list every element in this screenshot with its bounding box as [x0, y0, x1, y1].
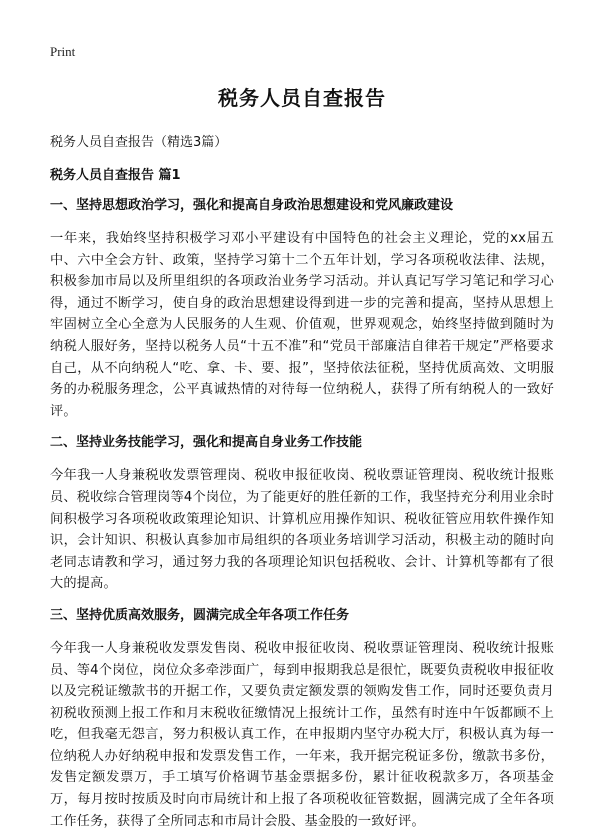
section-body-2: 今年我一人身兼税收发票管理岗、税收申报征收岗、税收票证管理岗、税收统计报账员、税收综合管理岗等4个岗位，为了能更好的胜任新的工作，我坚持充分利用业余时间积极学习各项税收政策理论知识、计算机应用操作知识、税收征管应用软件操作知识，会计知识、积极认真参加市局组织的各项业务培训学习活动，积极主动的随时向老同志请教和学习，通过努力我的各项理论知识包括税收、会计、计算机等都有了很大的提高。: [50, 468, 554, 592]
document-subtitle: 税务人员自查报告（精选3篇）: [50, 135, 228, 150]
section-heading-3: 三、坚持优质高效服务，圆满完成全年各项工作任务: [50, 607, 350, 623]
article-heading: 税务人员自查报告 篇1: [50, 168, 181, 183]
section-body-1: 一年来，我始终坚持积极学习邓小平建设有中国特色的社会主义理论，党的xx届五中、六中全会方针、政策，坚持学习第十二个五年计划，学习各项税收法律、法规，积极参加市局以及所里组织的各项政治业务学习活动。并认真记写学习笔记和学习心得，通过不断学习，使自身的政治思想建设得到进一步的完善和提高，坚持从思想上牢固树立全心全意为人民服务的人生观、价值观，世界观观念，始终坚持做到随时为纳税人服好务，坚持以税务人员“十五不准”和“党员干部廉洁自律若干规定”严格要求自己，从不向纳税人“吃、拿、卡、要、报”，坚持依法征税，坚持优质高效、文明服务的办税服务理念，公平真诚热情的对待每一位纳税人，获得了所有纳税人的一致好评。: [50, 231, 554, 419]
print-label: Print: [50, 44, 76, 59]
document-title: 税务人员自查报告: [218, 86, 386, 110]
section-body-3: 今年我一人身兼税收发票发售岗、税收申报征收岗、税收票证管理岗、税收统计报账员、等4个岗位，岗位众多牵涉面广，每到申报期我总是很忙，既要负责税收申报征收以及完税证缴款书的开据工作，又要负责定额发票的领购发售工作，同时还要负责月初税收预测上报工作和月末税收征缴情况上报统计工作，虽然有时连中午饭都顾不上吃，但我毫无怨言，努力积极认真工作，在申报期内坚守办税大厅，积极认真为每一位纳税人办好纳税申报和发票发售工作，一年来，我开据完税证多份，缴款书多份，发售定额发票万，手工填写价格调节基金票据多份，累计征收税款多万，各项基金万，每月按时按质及时向市局统计和上报了各项税收征管数据，圆满完成了全年各项工作任务，获得了全所同志和市局计会股、基金股的一致好评。: [50, 640, 554, 829]
section-heading-2: 二、坚持业务技能学习，强化和提高自身业务工作技能: [50, 435, 363, 451]
section-heading-1: 一、坚持思想政治学习，强化和提高自身政治思想建设和党风廉政建设: [50, 198, 454, 213]
